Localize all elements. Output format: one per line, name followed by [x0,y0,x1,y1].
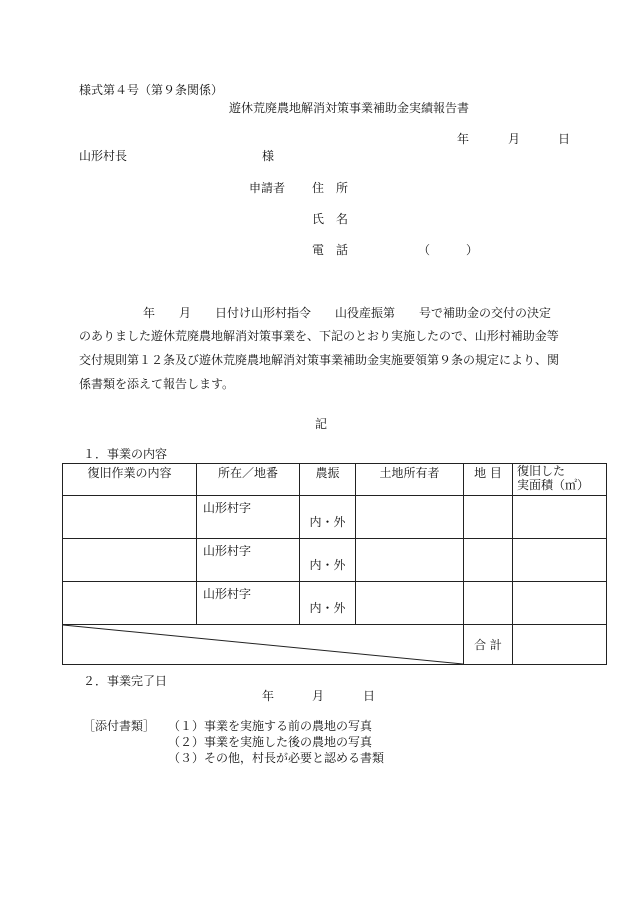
cell-location: 山形村字 [197,496,300,539]
total-area-cell [513,625,607,665]
total-label: 合 計 [464,625,513,665]
header-land-category: 地 目 [464,464,513,496]
header-area-line1: 復旧した [517,464,566,478]
cell-land-category [464,496,513,539]
phone-paren: （ ） [418,243,479,257]
form-number: 様式第４号（第９条関係） [79,83,224,97]
name-label: 氏 名 [312,212,349,226]
cell-work-content [63,539,197,582]
cell-owner [356,496,464,539]
attachment-item-1: （１）事業を実施する前の農地の写真 [168,719,373,733]
noshin-value: 内・外 [309,557,346,572]
cell-owner [356,539,464,582]
header-location: 所在／地番 [197,464,300,496]
cell-area [513,496,607,539]
cell-area [513,582,607,625]
body-line-1: 年 月 日付け山形村指令 山役産振第 号で補助金の交付の決定 [143,306,552,320]
completion-day: 日 [363,689,376,703]
cell-owner [356,582,464,625]
body-line-3: 交付規則第１２条及び遊休荒廃農地解消対策事業補助金実施要領第９条の規定により、関 [79,353,560,367]
attachment-item-2: （２）事業を実施した後の農地の写真 [168,735,373,749]
address-label: 住 所 [312,181,349,195]
header-year: 年 [457,132,470,146]
addressee-name: 山形村長 [79,149,128,163]
phone-label: 電 話 [312,243,349,257]
attachment-item-3: （３）その他，村長が必要と認める書類 [168,751,385,765]
noshin-value: 内・外 [309,600,346,615]
total-diagonal-cell [63,625,464,665]
header-noshin: 農振 [300,464,356,496]
applicant-label: 申請者 [249,181,286,195]
cell-work-content [63,582,197,625]
header-month: 月 [508,132,521,146]
project-table [62,463,607,665]
cell-land-category [464,582,513,625]
body-line-4: 係書類を添えて報告します。 [79,377,235,391]
cell-land-category [464,539,513,582]
cell-location: 山形村字 [197,582,300,625]
cell-noshin [300,496,356,539]
section2-heading: ２．事業完了日 [83,674,168,688]
diagonal-line [63,625,463,664]
document-title: 遊休荒廃農地解消対策事業補助金実績報告書 [229,101,470,115]
total-row [63,625,607,665]
body-line-2: のありました遊休荒廃農地解消対策事業を、下記のとおり実施したので、山形村補助金等 [79,329,559,343]
cell-noshin [300,539,356,582]
header-area-line2: 実面積（㎡） [517,478,590,492]
header-work-content: 復旧作業の内容 [63,464,197,496]
cell-location: 山形村字 [197,539,300,582]
header-area [513,464,607,496]
completion-month: 月 [312,689,325,703]
table-row [63,582,607,625]
cell-area [513,539,607,582]
cell-noshin [300,582,356,625]
ki-mark: 記 [315,417,328,431]
completion-year: 年 [262,689,275,703]
header-day: 日 [558,132,571,146]
table-row [63,496,607,539]
attachments-label: ［添付書類］ [83,719,156,733]
cell-work-content [63,496,197,539]
addressee-honorific: 様 [262,149,275,163]
header-owner: 土地所有者 [356,464,464,496]
table-header-row [63,464,607,496]
noshin-value: 内・外 [309,514,346,529]
section1-heading: １．事業の内容 [83,447,168,461]
table-row [63,539,607,582]
